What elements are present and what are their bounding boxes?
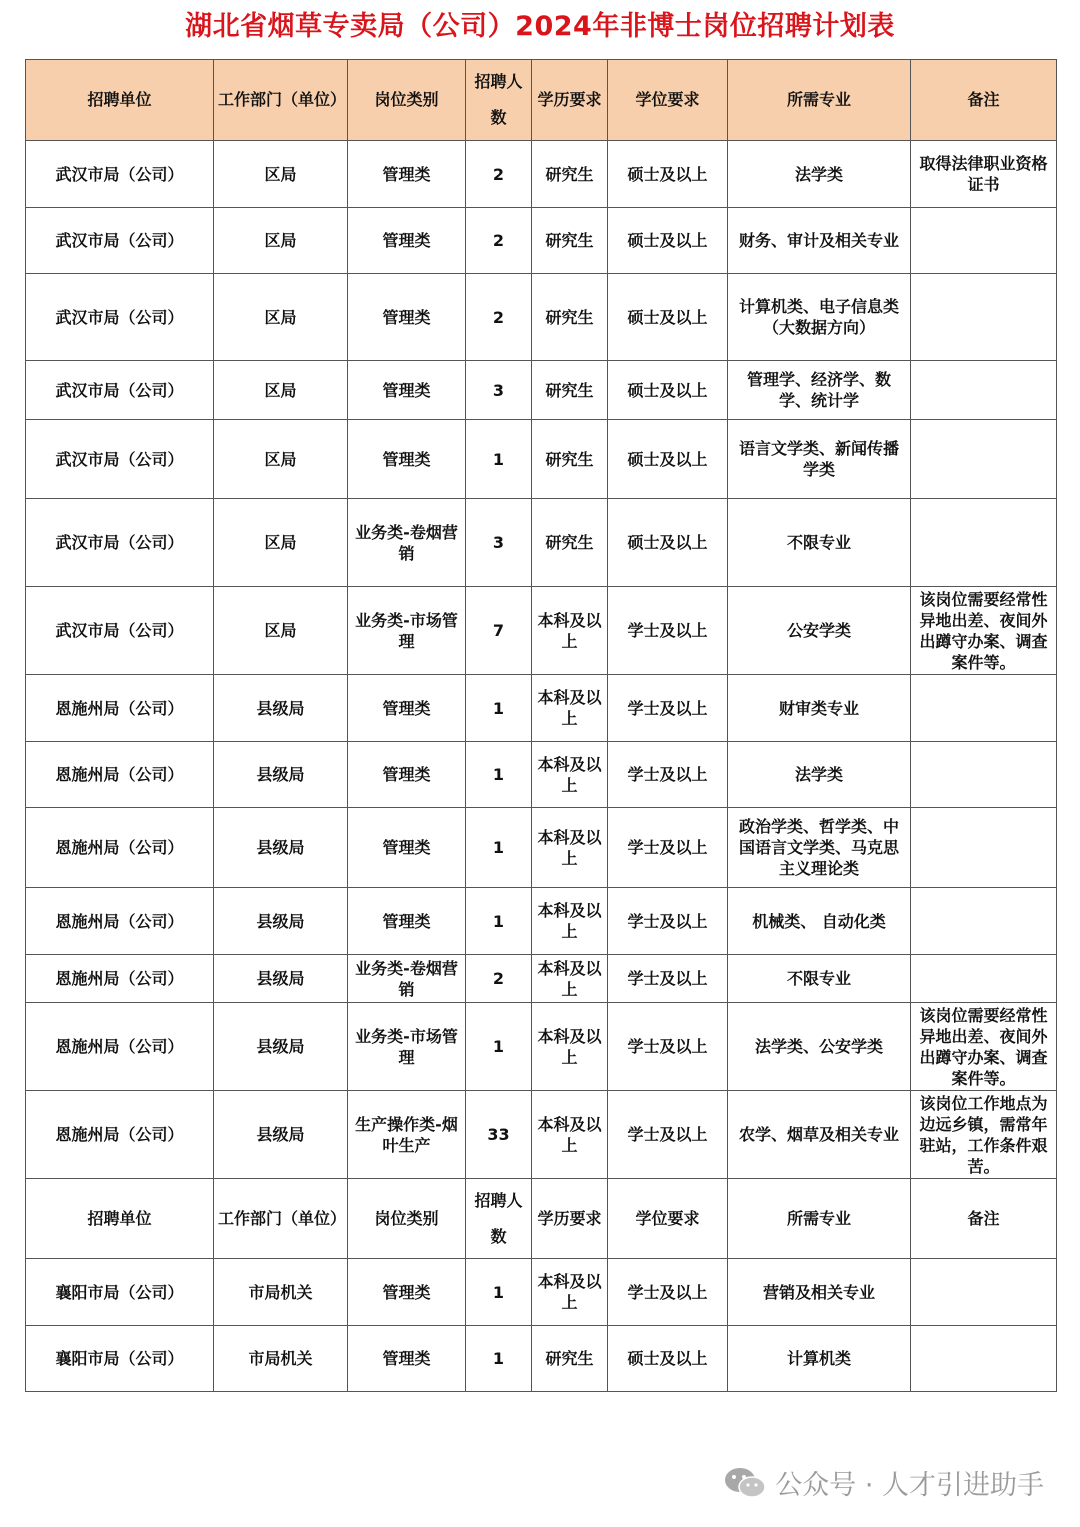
table-row <box>26 808 1057 888</box>
recruitment-table <box>25 59 1057 1392</box>
table-row <box>26 208 1057 274</box>
cell-count: 1 <box>466 742 532 808</box>
cell-category: 管理类 <box>348 675 466 742</box>
cell-department: 区局 <box>214 361 348 420</box>
cell-count: 2 <box>466 208 532 274</box>
cell-unit: 恩施州局（公司） <box>26 1091 214 1179</box>
cell-unit: 恩施州局（公司） <box>26 888 214 955</box>
cell-education: 本科及以上 <box>532 955 608 1003</box>
header-category: 岗位类别 <box>348 60 466 141</box>
header-degree: 学位要求 <box>608 60 728 141</box>
cell-count: 1 <box>466 1259 532 1326</box>
cell-major: 法学类 <box>728 742 911 808</box>
cell-department: 县级局 <box>214 808 348 888</box>
cell-count: 1 <box>466 420 532 499</box>
cell-major: 不限专业 <box>728 955 911 1003</box>
cell-degree: 硕士及以上 <box>608 141 728 208</box>
cell-unit: 武汉市局（公司） <box>26 587 214 675</box>
cell-department: 区局 <box>214 208 348 274</box>
cell-category: 管理类 <box>348 361 466 420</box>
cell-major: 计算机类 <box>728 1326 911 1392</box>
cell-remark <box>911 1259 1057 1326</box>
cell-unit: 恩施州局（公司） <box>26 675 214 742</box>
cell-education: 本科及以上 <box>532 1259 608 1326</box>
cell-education: 研究生 <box>532 361 608 420</box>
cell-remark <box>911 808 1057 888</box>
cell-count: 3 <box>466 361 532 420</box>
cell-category: 业务类-市场管理 <box>348 1003 466 1091</box>
header-count: 招聘人数 <box>466 1179 532 1259</box>
cell-major: 语言文学类、新闻传播学类 <box>728 420 911 499</box>
cell-major: 机械类、 自动化类 <box>728 888 911 955</box>
cell-education: 研究生 <box>532 420 608 499</box>
table-row <box>26 361 1057 420</box>
cell-remark <box>911 361 1057 420</box>
cell-department: 区局 <box>214 141 348 208</box>
cell-count: 3 <box>466 499 532 587</box>
cell-category: 业务类-卷烟营销 <box>348 955 466 1003</box>
cell-department: 区局 <box>214 587 348 675</box>
cell-major: 计算机类、电子信息类（大数据方向） <box>728 274 911 361</box>
cell-department: 区局 <box>214 499 348 587</box>
cell-unit: 恩施州局（公司） <box>26 742 214 808</box>
cell-degree: 学士及以上 <box>608 1091 728 1179</box>
header-education: 学历要求 <box>532 1179 608 1259</box>
cell-category: 管理类 <box>348 274 466 361</box>
cell-category: 管理类 <box>348 1259 466 1326</box>
cell-remark: 该岗位需要经常性异地出差、夜间外出蹲守办案、调查案件等。 <box>911 587 1057 675</box>
cell-remark <box>911 499 1057 587</box>
cell-degree: 硕士及以上 <box>608 274 728 361</box>
page-title: 湖北省烟草专卖局（公司）2024年非博士岗位招聘计划表 <box>185 11 895 42</box>
cell-unit: 恩施州局（公司） <box>26 808 214 888</box>
table-row <box>26 499 1057 587</box>
cell-remark: 取得法律职业资格证书 <box>911 141 1057 208</box>
cell-department: 县级局 <box>214 1091 348 1179</box>
table-header-row <box>26 60 1057 141</box>
header-department: 工作部门（单位） <box>214 1179 348 1259</box>
cell-department: 县级局 <box>214 675 348 742</box>
cell-unit: 恩施州局（公司） <box>26 1003 214 1091</box>
cell-degree: 学士及以上 <box>608 955 728 1003</box>
cell-category: 管理类 <box>348 1326 466 1392</box>
footer-watermark <box>723 1463 1044 1502</box>
cell-remark <box>911 420 1057 499</box>
cell-unit: 恩施州局（公司） <box>26 955 214 1003</box>
cell-education: 研究生 <box>532 1326 608 1392</box>
cell-education: 本科及以上 <box>532 888 608 955</box>
table-header-row <box>26 1179 1057 1259</box>
cell-degree: 学士及以上 <box>608 675 728 742</box>
cell-unit: 武汉市局（公司） <box>26 208 214 274</box>
cell-major: 法学类、公安学类 <box>728 1003 911 1091</box>
cell-remark: 该岗位需要经常性异地出差、夜间外出蹲守办案、调查案件等。 <box>911 1003 1057 1091</box>
header-count: 招聘人数 <box>466 60 532 141</box>
cell-major: 管理学、经济学、数学、统计学 <box>728 361 911 420</box>
header-remark: 备注 <box>911 1179 1057 1259</box>
cell-category: 管理类 <box>348 888 466 955</box>
header-unit: 招聘单位 <box>26 60 214 141</box>
header-major: 所需专业 <box>728 1179 911 1259</box>
cell-count: 33 <box>466 1091 532 1179</box>
cell-degree: 学士及以上 <box>608 742 728 808</box>
cell-department: 县级局 <box>214 742 348 808</box>
cell-degree: 硕士及以上 <box>608 361 728 420</box>
table-row <box>26 1326 1057 1392</box>
table-row <box>26 888 1057 955</box>
cell-education: 研究生 <box>532 499 608 587</box>
table-row <box>26 141 1057 208</box>
cell-remark <box>911 274 1057 361</box>
cell-remark: 该岗位工作地点为边远乡镇，需常年驻站，工作条件艰苦。 <box>911 1091 1057 1179</box>
cell-unit: 武汉市局（公司） <box>26 361 214 420</box>
cell-education: 本科及以上 <box>532 808 608 888</box>
cell-education: 研究生 <box>532 274 608 361</box>
table-row <box>26 742 1057 808</box>
cell-count: 1 <box>466 808 532 888</box>
cell-major: 农学、烟草及相关专业 <box>728 1091 911 1179</box>
cell-unit: 武汉市局（公司） <box>26 420 214 499</box>
cell-degree: 硕士及以上 <box>608 499 728 587</box>
cell-category: 生产操作类-烟叶生产 <box>348 1091 466 1179</box>
cell-unit: 武汉市局（公司） <box>26 274 214 361</box>
header-category: 岗位类别 <box>348 1179 466 1259</box>
cell-count: 1 <box>466 1003 532 1091</box>
cell-major: 公安学类 <box>728 587 911 675</box>
cell-remark <box>911 742 1057 808</box>
cell-education: 本科及以上 <box>532 742 608 808</box>
cell-remark <box>911 955 1057 1003</box>
header-department: 工作部门（单位） <box>214 60 348 141</box>
table-row <box>26 587 1057 675</box>
cell-unit: 襄阳市局（公司） <box>26 1259 214 1326</box>
cell-major: 财务、审计及相关专业 <box>728 208 911 274</box>
table-row <box>26 1003 1057 1091</box>
header-degree: 学位要求 <box>608 1179 728 1259</box>
cell-remark <box>911 208 1057 274</box>
cell-category: 业务类-市场管理 <box>348 587 466 675</box>
cell-degree: 学士及以上 <box>608 888 728 955</box>
cell-degree: 学士及以上 <box>608 808 728 888</box>
cell-count: 1 <box>466 1326 532 1392</box>
cell-unit: 襄阳市局（公司） <box>26 1326 214 1392</box>
cell-education: 研究生 <box>532 208 608 274</box>
cell-category: 管理类 <box>348 141 466 208</box>
cell-count: 2 <box>466 141 532 208</box>
cell-degree: 硕士及以上 <box>608 208 728 274</box>
cell-education: 研究生 <box>532 141 608 208</box>
table-row <box>26 675 1057 742</box>
footer-text: 公众号 · 人才引进助手 <box>775 1470 1044 1501</box>
cell-remark <box>911 1326 1057 1392</box>
cell-category: 管理类 <box>348 420 466 499</box>
cell-department: 县级局 <box>214 1003 348 1091</box>
cell-department: 县级局 <box>214 955 348 1003</box>
cell-degree: 硕士及以上 <box>608 1326 728 1392</box>
header-unit: 招聘单位 <box>26 1179 214 1259</box>
table-row <box>26 1259 1057 1326</box>
table-row <box>26 1091 1057 1179</box>
cell-education: 本科及以上 <box>532 1003 608 1091</box>
header-education: 学历要求 <box>532 60 608 141</box>
cell-department: 区局 <box>214 274 348 361</box>
cell-department: 市局机关 <box>214 1326 348 1392</box>
cell-education: 本科及以上 <box>532 675 608 742</box>
header-major: 所需专业 <box>728 60 911 141</box>
cell-major: 营销及相关专业 <box>728 1259 911 1326</box>
table-row <box>26 420 1057 499</box>
cell-remark <box>911 675 1057 742</box>
cell-count: 1 <box>466 675 532 742</box>
cell-category: 管理类 <box>348 742 466 808</box>
cell-count: 2 <box>466 274 532 361</box>
cell-major: 不限专业 <box>728 499 911 587</box>
cell-major: 法学类 <box>728 141 911 208</box>
cell-unit: 武汉市局（公司） <box>26 499 214 587</box>
wechat-icon <box>723 1466 767 1500</box>
table-row <box>26 955 1057 1003</box>
cell-department: 市局机关 <box>214 1259 348 1326</box>
cell-degree: 硕士及以上 <box>608 420 728 499</box>
cell-major: 政治学类、哲学类、中国语言文学类、马克思主义理论类 <box>728 808 911 888</box>
cell-remark <box>911 888 1057 955</box>
cell-category: 管理类 <box>348 808 466 888</box>
cell-degree: 学士及以上 <box>608 1003 728 1091</box>
cell-unit: 武汉市局（公司） <box>26 141 214 208</box>
table-row <box>26 274 1057 361</box>
cell-department: 县级局 <box>214 888 348 955</box>
cell-major: 财审类专业 <box>728 675 911 742</box>
cell-education: 本科及以上 <box>532 1091 608 1179</box>
header-remark: 备注 <box>911 60 1057 141</box>
cell-department: 区局 <box>214 420 348 499</box>
cell-count: 2 <box>466 955 532 1003</box>
cell-education: 本科及以上 <box>532 587 608 675</box>
cell-category: 管理类 <box>348 208 466 274</box>
cell-degree: 学士及以上 <box>608 587 728 675</box>
cell-count: 1 <box>466 888 532 955</box>
cell-degree: 学士及以上 <box>608 1259 728 1326</box>
cell-count: 7 <box>466 587 532 675</box>
cell-category: 业务类-卷烟营销 <box>348 499 466 587</box>
